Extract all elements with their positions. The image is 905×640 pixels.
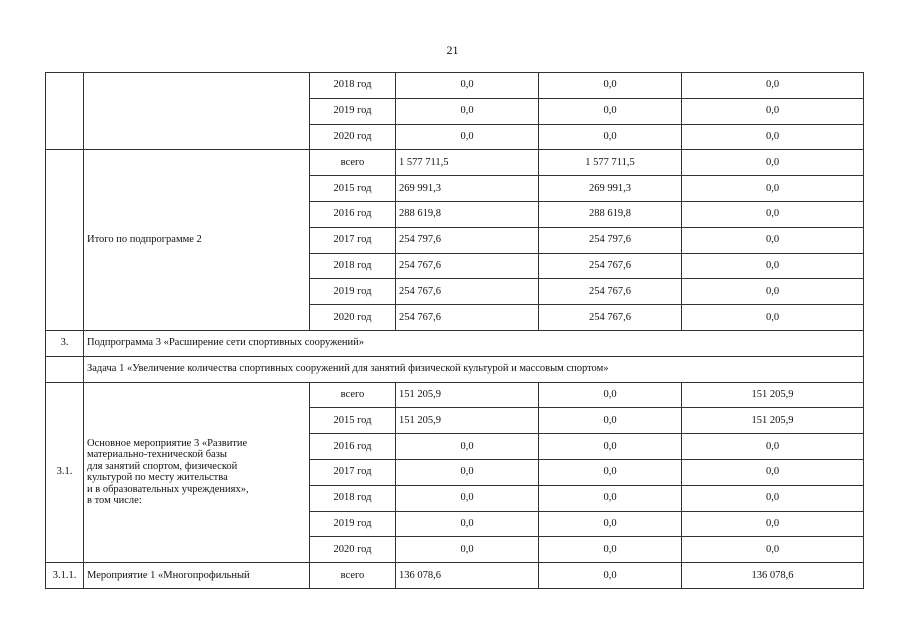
value-total-cell: 151 205,9 — [396, 382, 539, 408]
year-cell: 2019 год — [310, 511, 396, 537]
value-source-b-cell: 0,0 — [682, 253, 864, 279]
year-cell: 2020 год — [310, 124, 396, 150]
value-total-cell: 0,0 — [396, 434, 539, 460]
value-total-cell: 0,0 — [396, 485, 539, 511]
value-source-b-cell: 0,0 — [682, 98, 864, 124]
budget-table — [45, 72, 864, 589]
activity-name-line: Основное мероприятие 3 «Развитие — [87, 437, 248, 449]
value-source-b-cell: 0,0 — [682, 485, 864, 511]
task-row — [46, 356, 864, 382]
year-cell: 2020 год — [310, 305, 396, 331]
value-source-b-cell: 0,0 — [682, 305, 864, 331]
activity-name-line: материально-технической базы — [87, 449, 227, 461]
value-source-b-cell: 0,0 — [682, 73, 864, 99]
year-cell: 2017 год — [310, 227, 396, 253]
value-source-a-cell: 1 577 711,5 — [539, 150, 682, 176]
value-source-a-cell: 0,0 — [539, 98, 682, 124]
value-total-cell: 254 767,6 — [396, 279, 539, 305]
value-source-a-cell: 254 767,6 — [539, 253, 682, 279]
value-source-b-cell: 0,0 — [682, 434, 864, 460]
value-source-b-cell: 0,0 — [682, 124, 864, 150]
table-row — [46, 73, 864, 99]
year-cell: 2018 год — [310, 253, 396, 279]
value-total-cell: 1 577 711,5 — [396, 150, 539, 176]
value-total-cell: 288 619,8 — [396, 201, 539, 227]
value-source-b-cell: 0,0 — [682, 537, 864, 563]
value-source-a-cell: 0,0 — [539, 382, 682, 408]
year-cell: всего — [310, 563, 396, 589]
year-cell: 2017 год — [310, 459, 396, 485]
year-cell: 2015 год — [310, 176, 396, 202]
activity-name-line: в том числе: — [87, 495, 142, 507]
year-cell: 2019 год — [310, 279, 396, 305]
year-cell: 2018 год — [310, 73, 396, 99]
year-cell: 2016 год — [310, 201, 396, 227]
subprogram-title: Подпрограмма 3 «Расширение сети спортивных сооружений» — [84, 330, 864, 356]
table-row — [46, 563, 864, 589]
value-total-cell: 0,0 — [396, 511, 539, 537]
activity-name-line: и в образовательных учреждениях», — [87, 483, 249, 495]
subprogram-number: 3. — [46, 330, 84, 356]
value-total-cell: 0,0 — [396, 537, 539, 563]
value-source-a-cell: 0,0 — [539, 459, 682, 485]
row-number — [46, 73, 84, 150]
row-name — [84, 73, 310, 150]
value-source-a-cell: 254 797,6 — [539, 227, 682, 253]
row-number: 3.1.1. — [46, 563, 84, 589]
value-source-b-cell: 136 078,6 — [682, 563, 864, 589]
value-source-a-cell: 0,0 — [539, 73, 682, 99]
value-source-a-cell: 254 767,6 — [539, 279, 682, 305]
value-total-cell: 0,0 — [396, 124, 539, 150]
table-row — [46, 150, 864, 176]
value-source-a-cell: 0,0 — [539, 511, 682, 537]
activity-name — [84, 382, 310, 563]
value-source-b-cell: 0,0 — [682, 201, 864, 227]
task-title: Задача 1 «Увеличение количества спортивных сооружений для занятий физической культурой и массовым спортом» — [84, 356, 864, 382]
value-source-a-cell: 0,0 — [539, 124, 682, 150]
value-total-cell: 254 767,6 — [396, 253, 539, 279]
value-source-b-cell: 0,0 — [682, 227, 864, 253]
value-source-a-cell: 0,0 — [539, 537, 682, 563]
value-source-a-cell: 0,0 — [539, 563, 682, 589]
year-cell: 2015 год — [310, 408, 396, 434]
value-total-cell: 254 797,6 — [396, 227, 539, 253]
table-row — [46, 382, 864, 408]
value-total-cell: 0,0 — [396, 73, 539, 99]
value-source-a-cell: 269 991,3 — [539, 176, 682, 202]
year-cell: всего — [310, 150, 396, 176]
value-total-cell: 0,0 — [396, 459, 539, 485]
value-total-cell: 0,0 — [396, 98, 539, 124]
value-source-a-cell: 0,0 — [539, 485, 682, 511]
value-source-a-cell: 288 619,8 — [539, 201, 682, 227]
activity-number: 3.1. — [46, 382, 84, 563]
activity-name-line: культурой по месту жительства — [87, 472, 228, 484]
value-total-cell: 269 991,3 — [396, 176, 539, 202]
subprogram-row — [46, 330, 864, 356]
year-cell: 2019 год — [310, 98, 396, 124]
value-source-b-cell: 0,0 — [682, 176, 864, 202]
value-total-cell: 136 078,6 — [396, 563, 539, 589]
year-cell: 2018 год — [310, 485, 396, 511]
value-source-b-cell: 0,0 — [682, 150, 864, 176]
value-source-b-cell: 0,0 — [682, 459, 864, 485]
value-source-a-cell: 0,0 — [539, 434, 682, 460]
task-number-cell — [46, 356, 84, 382]
row-name: Мероприятие 1 «Многопрофильный — [84, 563, 310, 589]
value-source-b-cell: 151 205,9 — [682, 382, 864, 408]
year-cell: всего — [310, 382, 396, 408]
value-source-b-cell: 0,0 — [682, 511, 864, 537]
row-number — [46, 150, 84, 331]
year-cell: 2016 год — [310, 434, 396, 460]
value-total-cell: 151 205,9 — [396, 408, 539, 434]
value-total-cell: 254 767,6 — [396, 305, 539, 331]
subtotal-name: Итого по подпрограмме 2 — [84, 150, 310, 331]
year-cell: 2020 год — [310, 537, 396, 563]
activity-name-line: для занятий спортом, физической — [87, 460, 238, 472]
value-source-b-cell: 0,0 — [682, 279, 864, 305]
page-number: 21 — [446, 43, 459, 57]
value-source-b-cell: 151 205,9 — [682, 408, 864, 434]
value-source-a-cell: 254 767,6 — [539, 305, 682, 331]
value-source-a-cell: 0,0 — [539, 408, 682, 434]
